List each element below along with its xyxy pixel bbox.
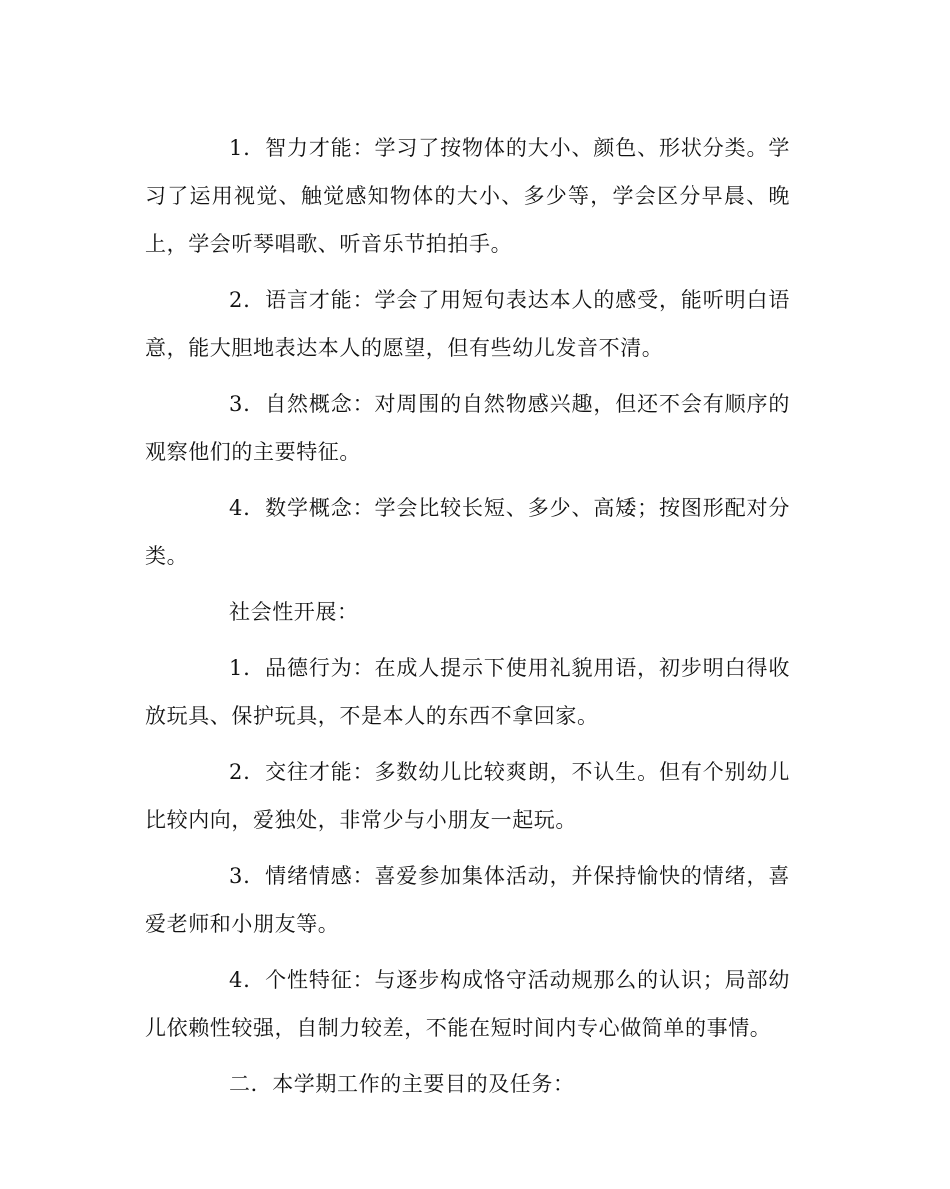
section-heading-semester-goals: 二．本学期工作的主要目的及任务： xyxy=(229,1072,575,1096)
paragraph-nature-concept: 3．自然概念：对周围的自然物感兴趣，但还不会有顺序的观察他们的主要特征。 xyxy=(145,392,790,464)
paragraph-moral-behavior: 1．品德行为：在成人提示下使用礼貌用语，初步明白得收放玩具、保护玩具，不是本人的东西不拿回家。 xyxy=(145,656,790,728)
paragraph-language-ability: 2．语言才能：学会了用短句表达本人的感受，能听明白语意，能大胆地表达本人的愿望，但有些幼儿发音不清。 xyxy=(145,288,790,360)
paragraph-personality: 4．个性特征：与逐步构成恪守活动规那么的认识；局部幼儿依赖性较强，自制力较差，不能在短时间内专心做简单的事情。 xyxy=(145,968,790,1040)
document-body xyxy=(145,124,790,1116)
paragraph-emotions: 3．情绪情感：喜爱参加集体活动，并保持愉快的情绪，喜爱老师和小朋友等。 xyxy=(145,864,790,936)
paragraph-math-concept: 4．数学概念：学会比较长短、多少、高矮；按图形配对分类。 xyxy=(145,496,790,568)
paragraph-intellectual-ability: 1．智力才能：学习了按物体的大小、颜色、形状分类。学习了运用视觉、触觉感知物体的大小、多少等，学会区分早晨、晚上，学会听琴唱歌、听音乐节拍拍手。 xyxy=(145,136,790,256)
paragraph-social-ability: 2．交往才能：多数幼儿比较爽朗，不认生。但有个别幼儿比较内向，爱独处，非常少与小朋友一起玩。 xyxy=(145,760,790,832)
section-heading-social-development: 社会性开展： xyxy=(229,600,359,624)
